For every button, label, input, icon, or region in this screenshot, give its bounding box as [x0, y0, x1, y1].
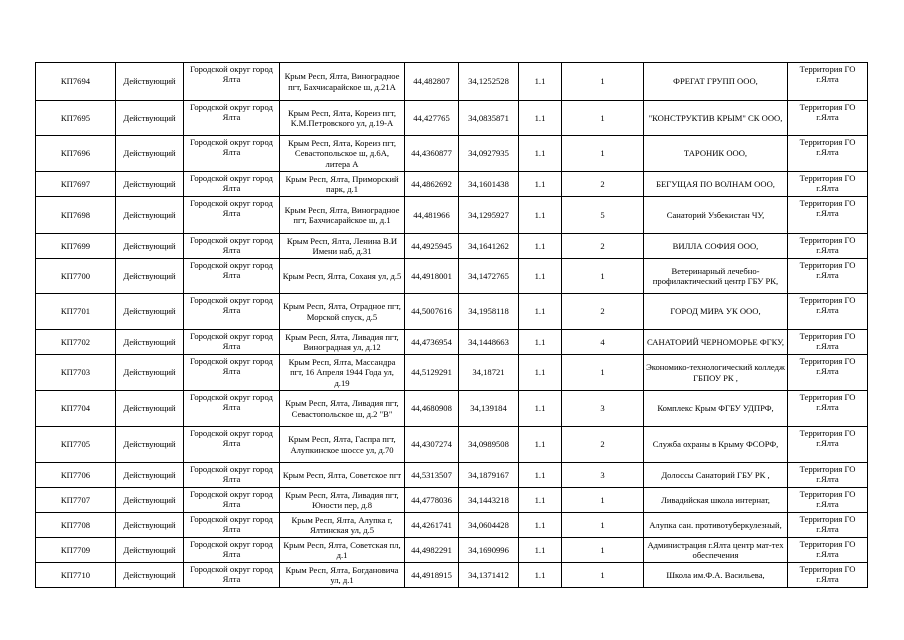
cell-territory: Территория ГО г.Ялта — [788, 563, 868, 588]
cell-count: 2 — [562, 294, 644, 330]
cell-organization: "КОНСТРУКТИВ КРЫМ" СК ООО, — [644, 101, 788, 136]
cell-lat: 44,4307274 — [405, 427, 459, 463]
cell-district: Городской округ город Ялта — [184, 513, 280, 538]
cell-territory: Территория ГО г.Ялта — [788, 136, 868, 172]
cell-status: Действующий — [116, 427, 184, 463]
cell-organization: Алупка сан. противотуберкулезный, — [644, 513, 788, 538]
table-row — [36, 234, 868, 259]
cell-lat: 44,4261741 — [405, 513, 459, 538]
cell-id: КП7710 — [36, 563, 116, 588]
cell-address: Крым Респ, Ялта, Виноградное пгт, Бахчисарайское ш, д.1 — [280, 197, 405, 234]
cell-district: Городской округ город Ялта — [184, 330, 280, 355]
cell-territory: Территория ГО г.Ялта — [788, 63, 868, 101]
cell-lon: 34,0604428 — [459, 513, 519, 538]
table-body — [36, 63, 868, 588]
table-row — [36, 488, 868, 513]
cell-address: Крым Респ, Ялта, Алупка г, Ялтинская ул, д.5 — [280, 513, 405, 538]
cell-district: Городской округ город Ялта — [184, 172, 280, 197]
table-row — [36, 513, 868, 538]
cell-id: КП7694 — [36, 63, 116, 101]
cell-code: 1.1 — [519, 391, 562, 427]
cell-status: Действующий — [116, 197, 184, 234]
cell-status: Действующий — [116, 234, 184, 259]
cell-organization: Ливадийская школа интернат, — [644, 488, 788, 513]
cell-id: КП7700 — [36, 259, 116, 294]
cell-lon: 34,1641262 — [459, 234, 519, 259]
cell-district: Городской округ город Ялта — [184, 294, 280, 330]
cell-address: Крым Респ, Ялта, Кореиз пгт, К.М.Петровского ул, д.19-А — [280, 101, 405, 136]
cell-id: КП7697 — [36, 172, 116, 197]
cell-organization: ТАРОНИК ООО, — [644, 136, 788, 172]
cell-status: Действующий — [116, 391, 184, 427]
cell-district: Городской округ город Ялта — [184, 136, 280, 172]
cell-count: 1 — [562, 488, 644, 513]
cell-lat: 44,5313507 — [405, 463, 459, 488]
cell-count: 2 — [562, 427, 644, 463]
cell-address: Крым Респ, Ялта, Приморский парк, д.1 — [280, 172, 405, 197]
cell-territory: Территория ГО г.Ялта — [788, 513, 868, 538]
table-row — [36, 63, 868, 101]
cell-count: 1 — [562, 538, 644, 563]
cell-lon: 34,0927935 — [459, 136, 519, 172]
cell-organization: Комплекс Крым ФГБУ УДПРФ, — [644, 391, 788, 427]
cell-status: Действующий — [116, 330, 184, 355]
cell-organization: САНАТОРИЙ ЧЕРНОМОРЬЕ ФГКУ, — [644, 330, 788, 355]
cell-id: КП7696 — [36, 136, 116, 172]
cell-lat: 44,4680908 — [405, 391, 459, 427]
table-row — [36, 538, 868, 563]
cell-district: Городской округ город Ялта — [184, 427, 280, 463]
cell-lat: 44,5129291 — [405, 355, 459, 391]
cell-address: Крым Респ, Ялта, Отрадное пгт, Морской спуск, д.5 — [280, 294, 405, 330]
cell-lat: 44,4925945 — [405, 234, 459, 259]
cell-organization: Администрация г.Ялта центр мат-тех обеспечения — [644, 538, 788, 563]
cell-id: КП7701 — [36, 294, 116, 330]
cell-territory: Территория ГО г.Ялта — [788, 355, 868, 391]
cell-lon: 34,1472765 — [459, 259, 519, 294]
cell-code: 1.1 — [519, 294, 562, 330]
cell-status: Действующий — [116, 563, 184, 588]
cell-count: 1 — [562, 563, 644, 588]
cell-lon: 34,1252528 — [459, 63, 519, 101]
table-row — [36, 197, 868, 234]
cell-organization: Экономико-технологический колледж ГБПОУ РК , — [644, 355, 788, 391]
cell-code: 1.1 — [519, 488, 562, 513]
cell-lon: 34,1443218 — [459, 488, 519, 513]
cell-organization: Служба охраны в Крыму ФСОРФ, — [644, 427, 788, 463]
cell-id: КП7703 — [36, 355, 116, 391]
cell-address: Крым Респ, Ялта, Ливадия пгт, Севастопольское ш, д.2 "В" — [280, 391, 405, 427]
cell-organization: ГОРОД МИРА УК ООО, — [644, 294, 788, 330]
cell-district: Городской округ город Ялта — [184, 463, 280, 488]
cell-status: Действующий — [116, 259, 184, 294]
table-row — [36, 101, 868, 136]
cell-address: Крым Респ, Ялта, Гаспра пгт, Алупкинское шоссе ул, д.70 — [280, 427, 405, 463]
cell-lat: 44,4736954 — [405, 330, 459, 355]
table-row — [36, 136, 868, 172]
table-row — [36, 172, 868, 197]
cell-status: Действующий — [116, 513, 184, 538]
cell-territory: Территория ГО г.Ялта — [788, 427, 868, 463]
cell-district: Городской округ город Ялта — [184, 563, 280, 588]
cell-code: 1.1 — [519, 234, 562, 259]
cell-address: Крым Респ, Ялта, Советское пгт — [280, 463, 405, 488]
cell-lat: 44,4982291 — [405, 538, 459, 563]
cell-id: КП7698 — [36, 197, 116, 234]
cell-lat: 44,4862692 — [405, 172, 459, 197]
cell-organization: БЕГУЩАЯ ПО ВОЛНАМ ООО, — [644, 172, 788, 197]
cell-count: 2 — [562, 234, 644, 259]
cell-count: 1 — [562, 63, 644, 101]
cell-lon: 34,1448663 — [459, 330, 519, 355]
cell-lat: 44,4778036 — [405, 488, 459, 513]
cell-id: КП7709 — [36, 538, 116, 563]
cell-district: Городской округ город Ялта — [184, 197, 280, 234]
cell-address: Крым Респ, Ялта, Соханя ул, д.5 — [280, 259, 405, 294]
cell-district: Городской округ город Ялта — [184, 538, 280, 563]
cell-address: Крым Респ, Ялта, Кореиз пгт, Севастопольское ш, д.6А, литера А — [280, 136, 405, 172]
cell-address: Крым Респ, Ялта, Виноградное пгт, Бахчисарайское ш, д.21А — [280, 63, 405, 101]
cell-organization: ВИЛЛА СОФИЯ ООО, — [644, 234, 788, 259]
cell-lon: 34,0989508 — [459, 427, 519, 463]
cell-status: Действующий — [116, 101, 184, 136]
cell-territory: Территория ГО г.Ялта — [788, 330, 868, 355]
cell-district: Городской округ город Ялта — [184, 101, 280, 136]
cell-address: Крым Респ, Ялта, Богдановича ул, д.1 — [280, 563, 405, 588]
cell-count: 1 — [562, 355, 644, 391]
cell-lat: 44,4918001 — [405, 259, 459, 294]
cell-code: 1.1 — [519, 197, 562, 234]
cell-territory: Территория ГО г.Ялта — [788, 234, 868, 259]
cell-district: Городской округ город Ялта — [184, 63, 280, 101]
cell-territory: Территория ГО г.Ялта — [788, 259, 868, 294]
cell-code: 1.1 — [519, 101, 562, 136]
cell-count: 1 — [562, 513, 644, 538]
cell-id: КП7704 — [36, 391, 116, 427]
cell-lon: 34,1879167 — [459, 463, 519, 488]
cell-id: КП7699 — [36, 234, 116, 259]
cell-status: Действующий — [116, 355, 184, 391]
cell-lat: 44,481966 — [405, 197, 459, 234]
cell-address: Крым Респ, Ялта, Ливадия пгт, Юности пер, д.8 — [280, 488, 405, 513]
cell-count: 1 — [562, 101, 644, 136]
cell-organization: ФРЕГАТ ГРУПП ООО, — [644, 63, 788, 101]
cell-lon: 34,1690996 — [459, 538, 519, 563]
table-row — [36, 259, 868, 294]
cell-address: Крым Респ, Ялта, Советская пл, д.1 — [280, 538, 405, 563]
cell-id: КП7708 — [36, 513, 116, 538]
cell-code: 1.1 — [519, 427, 562, 463]
cell-lat: 44,4360877 — [405, 136, 459, 172]
cell-territory: Территория ГО г.Ялта — [788, 391, 868, 427]
cell-status: Действующий — [116, 488, 184, 513]
cell-territory: Территория ГО г.Ялта — [788, 101, 868, 136]
cell-code: 1.1 — [519, 172, 562, 197]
collection-points-table — [35, 62, 868, 588]
cell-territory: Территория ГО г.Ялта — [788, 172, 868, 197]
cell-district: Городской округ город Ялта — [184, 234, 280, 259]
cell-code: 1.1 — [519, 563, 562, 588]
cell-lon: 34,1601438 — [459, 172, 519, 197]
table-row — [36, 427, 868, 463]
cell-lon: 34,1371412 — [459, 563, 519, 588]
cell-status: Действующий — [116, 63, 184, 101]
cell-status: Действующий — [116, 172, 184, 197]
table-row — [36, 294, 868, 330]
cell-address: Крым Респ, Ялта, Ливадия пгт, Виноградная ул, д.12 — [280, 330, 405, 355]
cell-code: 1.1 — [519, 136, 562, 172]
cell-lon: 34,18721 — [459, 355, 519, 391]
cell-territory: Территория ГО г.Ялта — [788, 294, 868, 330]
cell-organization: Ветеринарный лечебно-профилактический центр ГБУ РК, — [644, 259, 788, 294]
cell-id: КП7702 — [36, 330, 116, 355]
cell-lat: 44,5007616 — [405, 294, 459, 330]
cell-district: Городской округ город Ялта — [184, 391, 280, 427]
cell-count: 2 — [562, 172, 644, 197]
table-row — [36, 355, 868, 391]
cell-lon: 34,0835871 — [459, 101, 519, 136]
cell-organization: Санаторий Узбекистан ЧУ, — [644, 197, 788, 234]
cell-code: 1.1 — [519, 355, 562, 391]
cell-status: Действующий — [116, 294, 184, 330]
cell-district: Городской округ город Ялта — [184, 488, 280, 513]
cell-district: Городской округ город Ялта — [184, 355, 280, 391]
cell-organization: Школа им.Ф.А. Васильева, — [644, 563, 788, 588]
cell-code: 1.1 — [519, 513, 562, 538]
cell-territory: Территория ГО г.Ялта — [788, 538, 868, 563]
cell-code: 1.1 — [519, 63, 562, 101]
cell-id: КП7705 — [36, 427, 116, 463]
cell-organization: Долоссы Санаторий ГБУ РК , — [644, 463, 788, 488]
cell-id: КП7707 — [36, 488, 116, 513]
cell-territory: Территория ГО г.Ялта — [788, 463, 868, 488]
cell-lat: 44,4918915 — [405, 563, 459, 588]
cell-code: 1.1 — [519, 538, 562, 563]
cell-count: 3 — [562, 463, 644, 488]
cell-id: КП7706 — [36, 463, 116, 488]
table-row — [36, 463, 868, 488]
cell-code: 1.1 — [519, 259, 562, 294]
document-sheet — [35, 62, 868, 588]
cell-count: 4 — [562, 330, 644, 355]
cell-status: Действующий — [116, 136, 184, 172]
cell-lon: 34,139184 — [459, 391, 519, 427]
cell-count: 5 — [562, 197, 644, 234]
cell-district: Городской округ город Ялта — [184, 259, 280, 294]
cell-id: КП7695 — [36, 101, 116, 136]
cell-territory: Территория ГО г.Ялта — [788, 488, 868, 513]
table-row — [36, 563, 868, 588]
cell-status: Действующий — [116, 538, 184, 563]
cell-lon: 34,1295927 — [459, 197, 519, 234]
cell-code: 1.1 — [519, 463, 562, 488]
cell-lon: 34,1958118 — [459, 294, 519, 330]
table-row — [36, 330, 868, 355]
cell-count: 3 — [562, 391, 644, 427]
cell-address: Крым Респ, Ялта, Ленина В.И Имени наб, д.31 — [280, 234, 405, 259]
cell-lat: 44,482807 — [405, 63, 459, 101]
cell-territory: Территория ГО г.Ялта — [788, 197, 868, 234]
cell-count: 1 — [562, 136, 644, 172]
table-row — [36, 391, 868, 427]
cell-count: 1 — [562, 259, 644, 294]
cell-address: Крым Респ, Ялта, Массандра пгт, 16 Апреля 1944 Года ул, д.19 — [280, 355, 405, 391]
cell-code: 1.1 — [519, 330, 562, 355]
cell-lat: 44,427765 — [405, 101, 459, 136]
cell-status: Действующий — [116, 463, 184, 488]
